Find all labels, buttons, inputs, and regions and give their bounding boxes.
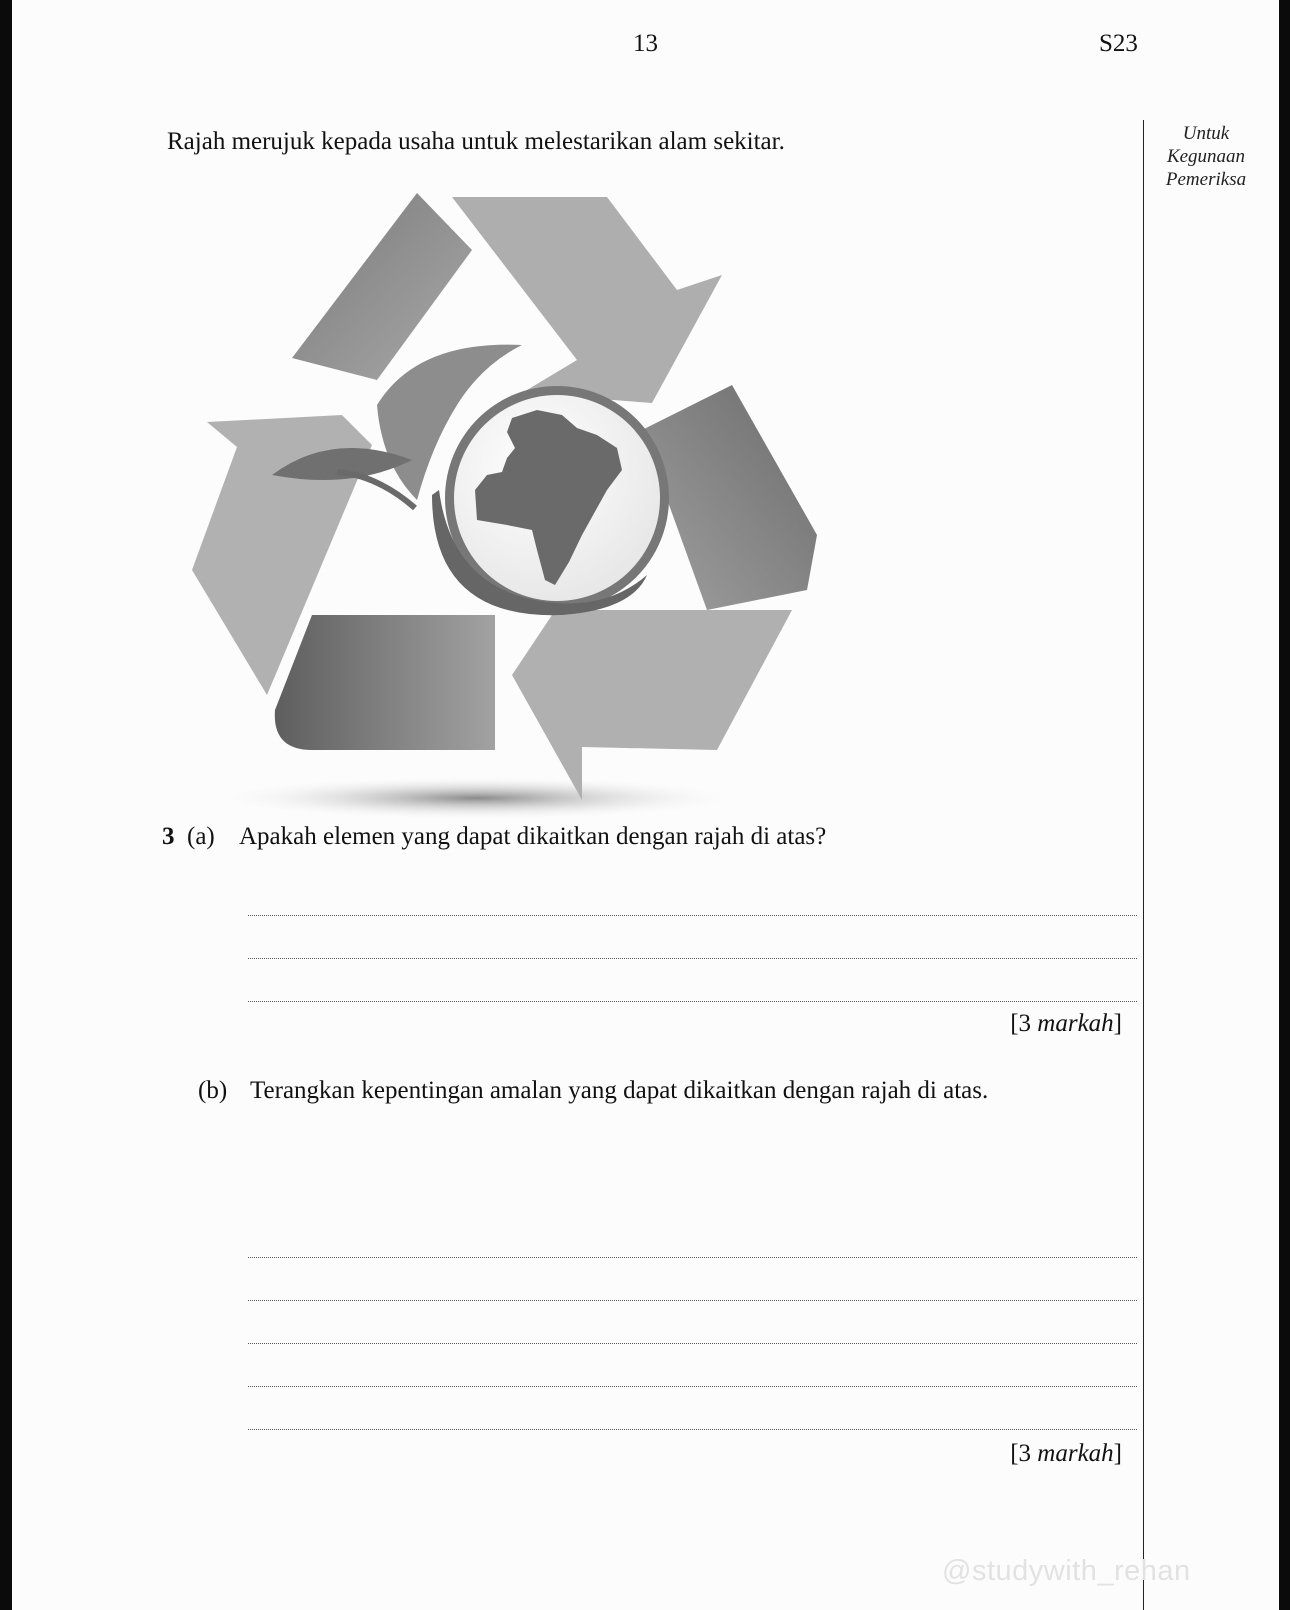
marks-b-word: markah — [1037, 1440, 1114, 1467]
marks-a-prefix: [3 — [1010, 1010, 1038, 1037]
recycle-arrow-top-dark — [292, 193, 472, 380]
answer-line-b-2[interactable] — [248, 1300, 1137, 1301]
marks-b-prefix: [3 — [1010, 1440, 1038, 1467]
answer-line-b-1[interactable] — [248, 1257, 1137, 1258]
marks-b — [1010, 1440, 1122, 1468]
recycle-arrow-bottom-dark — [275, 615, 495, 750]
question-3a — [162, 823, 826, 851]
answer-line-a-2[interactable] — [248, 958, 1137, 959]
marks-a — [1010, 1010, 1122, 1038]
question-3b — [198, 1077, 988, 1105]
question-part-a-label: (a) — [187, 823, 215, 850]
question-part-b-text: Terangkan kepentingan amalan yang dapat dikaitkan dengan rajah di atas. — [250, 1077, 989, 1104]
recycle-globe-leaf-icon — [177, 190, 837, 840]
exam-page — [12, 0, 1279, 1610]
figure-shadow — [212, 776, 742, 820]
examiner-label-line-1: Untuk — [1182, 123, 1230, 144]
answer-line-b-4[interactable] — [248, 1386, 1137, 1387]
watermark-text: @studywith_rehan — [942, 1555, 1191, 1587]
page-number: 13 — [633, 30, 658, 57]
examiner-use-label — [1147, 122, 1265, 191]
marks-a-suffix: ] — [1113, 1010, 1122, 1037]
recycle-globe-figure — [177, 190, 837, 840]
answer-line-b-3[interactable] — [248, 1343, 1137, 1344]
question-part-a-text: Apakah elemen yang dapat dikaitkan dengan rajah di atas? — [239, 823, 827, 850]
paper-code: S23 — [1099, 30, 1138, 57]
answer-line-b-5[interactable] — [248, 1429, 1137, 1430]
figure-intro-text: Rajah merujuk kepada usaha untuk melestarikan alam sekitar. — [167, 128, 785, 155]
marks-a-word: markah — [1037, 1010, 1114, 1037]
answer-line-a-1[interactable] — [248, 915, 1137, 916]
examiner-label-line-2: Kegunaan — [1166, 146, 1246, 167]
recycle-arrow-top-light — [452, 197, 722, 403]
question-number: 3 — [162, 823, 175, 850]
examiner-column-divider — [1143, 120, 1144, 1610]
examiner-label-line-3: Pemeriksa — [1165, 169, 1247, 190]
answer-line-a-3[interactable] — [248, 1001, 1137, 1002]
question-part-b-label: (b) — [198, 1077, 228, 1104]
marks-b-suffix: ] — [1113, 1440, 1122, 1467]
